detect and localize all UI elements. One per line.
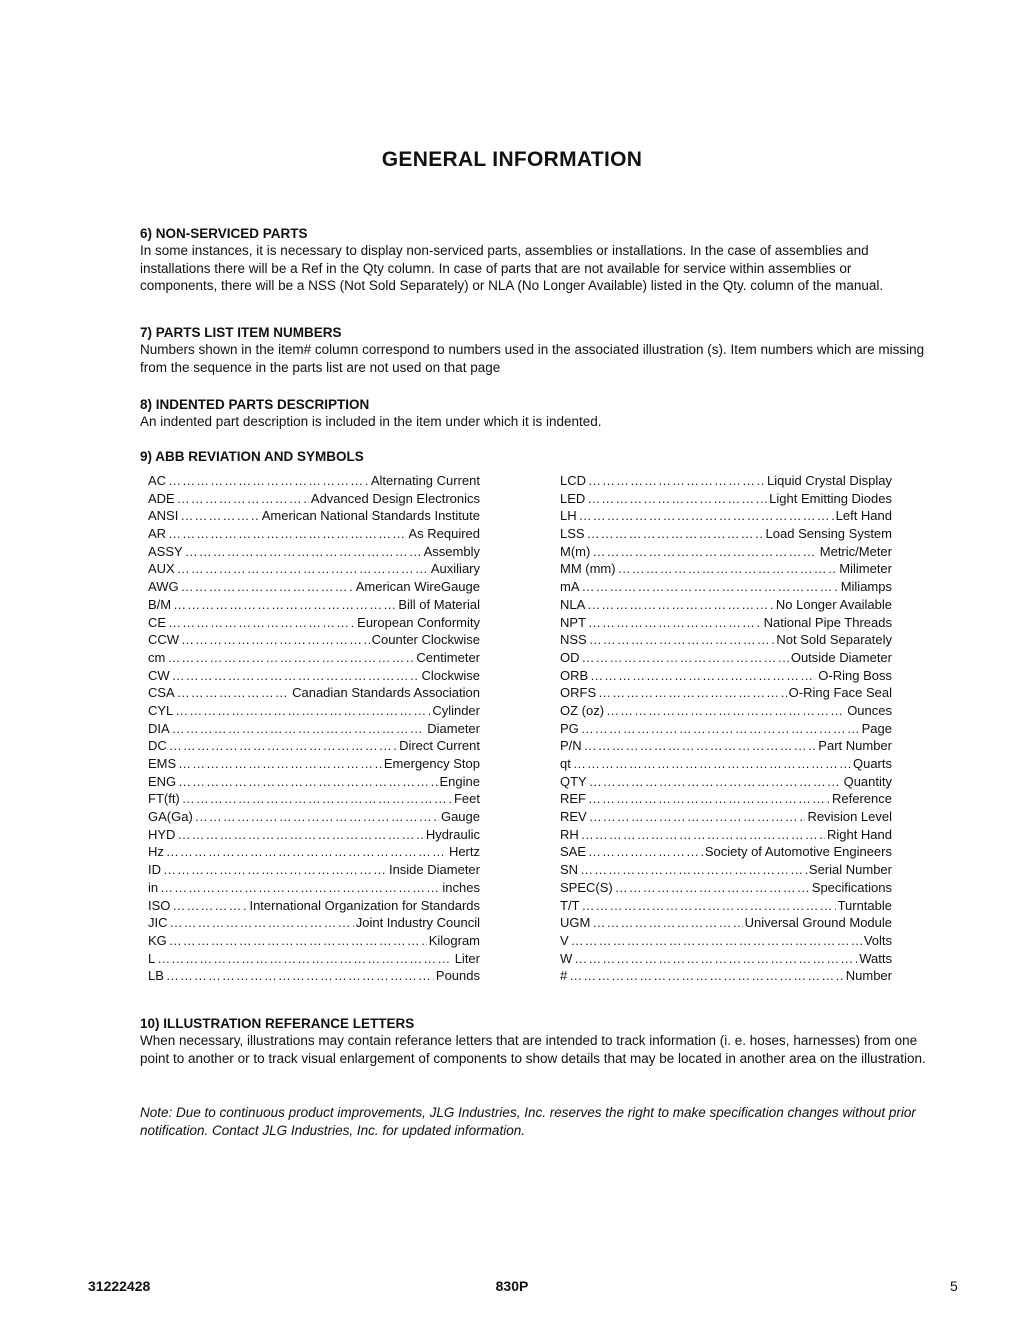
abbreviation-code: EMS	[148, 756, 177, 771]
abbreviation-row	[560, 808, 892, 826]
abbreviation-code: ISO	[148, 897, 171, 913]
abbreviation-row	[560, 737, 892, 755]
dot-leader	[588, 472, 765, 490]
abbreviation-code: LCD	[560, 473, 587, 488]
abbreviation-meaning: Advanced Design Electronics	[310, 490, 480, 506]
abbreviation-code: T/T	[560, 897, 580, 913]
section-abbreviations	[140, 448, 930, 465]
dot-leader	[177, 490, 309, 508]
abbreviation-code: UGM	[560, 915, 591, 931]
abbreviation-meaning: As Required	[408, 526, 480, 542]
dot-leader	[169, 737, 397, 755]
abbreviation-code: MM (mm)	[560, 561, 616, 577]
abbreviation-code: W	[560, 950, 573, 966]
abbreviation-row	[560, 843, 892, 861]
abbreviation-row	[148, 914, 480, 932]
abbreviation-row	[560, 596, 892, 614]
abbreviation-row	[560, 773, 892, 791]
dot-leader	[166, 967, 434, 985]
abbreviation-meaning: Kilogram	[428, 932, 480, 948]
abbreviation-meaning: Joint Industry Council	[355, 915, 480, 931]
dot-leader	[574, 950, 857, 968]
abbreviation-row	[560, 543, 892, 561]
section-body: An indented part description is included in the item under which it is indented.	[140, 414, 602, 429]
dot-leader	[163, 861, 387, 879]
dot-leader	[584, 737, 817, 755]
abbreviation-row	[148, 525, 480, 543]
dot-leader	[582, 578, 839, 596]
abbreviation-row	[148, 649, 480, 667]
abbreviation-meaning: Engine	[439, 773, 480, 789]
dot-leader	[172, 667, 420, 685]
abbreviation-row	[148, 631, 480, 649]
abbreviation-code: REF	[560, 791, 586, 807]
abbreviation-row	[148, 543, 480, 561]
abbreviation-meaning: Hertz	[448, 844, 480, 860]
abbreviation-row	[560, 472, 892, 490]
abbreviation-meaning: Feet	[453, 791, 480, 807]
abbreviation-meaning: Right Hand	[826, 826, 892, 842]
abbreviation-code: FT(ft)	[148, 791, 180, 807]
section-parts-list-item-numbers	[140, 324, 930, 376]
abbreviation-code: DIA	[148, 720, 170, 736]
dot-leader	[177, 560, 429, 578]
abbreviation-code: LED	[560, 490, 586, 506]
abbreviation-code: JIC	[148, 915, 168, 931]
dot-leader	[579, 507, 834, 525]
abbreviation-code: V	[560, 932, 569, 948]
abbreviation-row	[148, 790, 480, 808]
abbreviation-row	[148, 684, 480, 702]
abbreviation-code: NPT	[560, 614, 586, 630]
abbreviation-row	[560, 631, 892, 649]
section-body: In some instances, it is necessary to display non-serviced parts, assemblies or installations. In the case of assemblies and installations there will be a Ref in the Qty column. In case of parts that are not available for service within assemblies or components, there will be a NSS (Not Sold Separately) or NLA (No Longer Available) listed in the Qty. column of the manual.	[140, 243, 884, 293]
abbreviation-meaning: Metric/Meter	[819, 543, 892, 559]
abbreviation-code: CSA	[148, 685, 175, 701]
abbreviation-meaning: Ounces	[847, 702, 892, 718]
abbreviation-meaning: Gauge	[440, 809, 480, 825]
dot-leader	[598, 684, 787, 702]
abbreviation-code: OD	[560, 649, 580, 665]
abbreviation-row	[560, 861, 892, 879]
abbreviation-code: PG	[560, 720, 579, 736]
abbreviation-code: LB	[148, 968, 164, 984]
abbreviation-code: LH	[560, 508, 577, 524]
dot-leader	[589, 631, 775, 649]
dot-leader	[157, 950, 452, 968]
dot-leader	[166, 843, 447, 861]
abbreviation-meaning: American WireGauge	[355, 579, 480, 595]
abbreviation-code: LSS	[560, 526, 585, 542]
abbreviation-code: RH	[560, 826, 579, 842]
section-heading: 10) ILLUSTRATION REFERANCE LETTERS	[140, 1016, 415, 1031]
footer-model: 830P	[495, 1278, 529, 1294]
section-non-serviced-parts	[140, 225, 930, 295]
abbreviation-meaning: Not Sold Separately	[776, 632, 892, 648]
abbreviation-code: NSS	[560, 632, 587, 648]
abbreviation-row	[560, 950, 892, 968]
abbreviation-row	[148, 755, 480, 773]
abbreviation-list-left	[148, 472, 480, 985]
dot-leader	[587, 525, 764, 543]
abbreviation-code: AUX	[148, 561, 175, 577]
abbreviation-meaning: National Pipe Threads	[763, 614, 892, 630]
dot-leader	[168, 525, 406, 543]
dot-leader	[571, 932, 862, 950]
dot-leader	[185, 543, 422, 561]
abbreviation-meaning: Quantity	[843, 773, 892, 789]
abbreviation-meaning: European Conformity	[357, 614, 480, 630]
abbreviation-row	[148, 808, 480, 826]
abbreviation-row	[148, 507, 480, 525]
abbreviation-row	[148, 737, 480, 755]
abbreviation-meaning: No Longer Available	[775, 596, 892, 612]
abbreviation-row	[148, 596, 480, 614]
abbreviation-code: HYD	[148, 826, 176, 842]
abbreviation-row	[148, 773, 480, 791]
abbreviation-row	[148, 472, 480, 490]
abbreviation-code: QTY	[560, 773, 587, 789]
abbreviation-row	[148, 490, 480, 508]
abbreviation-code: ORFS	[560, 685, 597, 701]
abbreviation-meaning: Specifications	[811, 879, 892, 895]
dot-leader	[169, 932, 427, 950]
abbreviation-code: KG	[148, 932, 167, 948]
section-heading: 6) NON-SERVICED PARTS	[140, 226, 308, 241]
abbreviation-row	[148, 826, 480, 844]
dot-leader	[181, 578, 354, 596]
dot-leader	[588, 843, 703, 861]
abbreviation-meaning: Alternating Current	[370, 473, 480, 488]
dot-leader	[177, 684, 290, 702]
dot-leader	[195, 808, 439, 826]
dot-leader	[618, 560, 838, 578]
footer-doc-number: 31222428	[88, 1278, 151, 1294]
page-title: GENERAL INFORMATION	[381, 148, 643, 171]
abbreviation-row	[148, 578, 480, 596]
abbreviation-row	[148, 702, 480, 720]
abbreviation-meaning: O-Ring Face Seal	[788, 685, 892, 701]
dot-leader	[587, 490, 767, 508]
abbreviation-meaning: Counter Clockwise	[371, 632, 480, 648]
abbreviation-meaning: inches	[442, 879, 480, 895]
abbreviation-meaning: Turntable	[837, 897, 892, 913]
abbreviation-meaning: Bill of Material	[398, 596, 480, 612]
abbreviation-code: AWG	[148, 579, 179, 595]
dot-leader	[589, 808, 806, 826]
abbreviation-meaning: Assembly	[423, 543, 480, 559]
abbreviation-row	[560, 932, 892, 950]
dot-leader	[606, 702, 845, 720]
abbreviation-meaning: Auxiliary	[430, 561, 480, 577]
dot-leader	[581, 826, 825, 844]
abbreviation-code: ADE	[148, 490, 175, 506]
abbreviation-code: CYL	[148, 702, 174, 718]
abbreviation-row	[560, 897, 892, 915]
abbreviation-meaning: Page	[861, 720, 892, 736]
dot-leader	[587, 596, 774, 614]
abbreviation-code: ASSY	[148, 543, 183, 559]
abbreviation-meaning: Pounds	[435, 968, 480, 984]
abbreviation-code: mA	[560, 579, 580, 595]
abbreviation-meaning: American National Standards Institute	[261, 508, 480, 524]
abbreviation-meaning: Load Sensing System	[765, 526, 892, 542]
abbreviation-code: P/N	[560, 738, 582, 754]
dot-leader	[615, 879, 810, 897]
dot-leader	[589, 773, 842, 791]
dot-leader	[588, 790, 830, 808]
abbreviation-row	[148, 879, 480, 897]
abbreviation-meaning: International Organization for Standards	[249, 897, 480, 913]
abbreviation-row	[560, 720, 892, 738]
abbreviation-code: L	[148, 950, 156, 966]
abbreviation-code: OZ (oz)	[560, 702, 605, 718]
dot-leader	[177, 826, 423, 844]
abbreviation-meaning: Universal Ground Module	[744, 915, 892, 931]
abbreviation-row	[560, 525, 892, 543]
abbreviation-code: SPEC(S)	[560, 879, 613, 895]
abbreviation-row	[560, 702, 892, 720]
abbreviation-code: qt	[560, 756, 571, 771]
abbreviation-meaning: Revision Level	[807, 809, 892, 825]
abbreviation-code: ORB	[560, 667, 589, 683]
dot-leader	[569, 967, 844, 985]
section-illustration-reference-letters	[140, 1015, 930, 1067]
section-body: When necessary, illustrations may contain referance letters that are intended to track information (i. e. hoses, harnesses) from one point to another or to track visual enlargement of components to show details that may be located in another area on the illustration.	[140, 1033, 926, 1066]
abbreviation-row	[560, 755, 892, 773]
abbreviation-list-right	[560, 472, 892, 985]
dot-leader	[178, 755, 382, 773]
section-body: Numbers shown in the item# column correspond to numbers used in the associated illustration (s). Item numbers which are missing from the sequence in the parts list are not used on that page	[140, 342, 925, 375]
abbreviation-meaning: Cylinder	[432, 702, 480, 718]
dot-leader	[168, 614, 355, 632]
dot-leader	[592, 543, 817, 561]
section-heading: 9) ABB REVIATION AND SYMBOLS	[140, 449, 364, 464]
abbreviation-row	[560, 879, 892, 897]
dot-leader	[175, 702, 430, 720]
abbreviation-code: NLA	[560, 596, 586, 612]
abbreviation-meaning: Serial Number	[808, 862, 892, 878]
dot-leader	[580, 861, 807, 879]
dot-leader	[582, 649, 789, 667]
dot-leader	[181, 631, 370, 649]
dot-leader	[581, 720, 860, 738]
abbreviation-row	[148, 861, 480, 879]
abbreviation-code: ENG	[148, 773, 177, 789]
dot-leader	[178, 773, 437, 791]
abbreviation-meaning: Society of Automotive Engineers	[704, 844, 892, 860]
abbreviation-row	[560, 667, 892, 685]
abbreviation-code: SAE	[560, 844, 587, 860]
note: Note: Due to continuous product improvements, JLG Industries, Inc. reserves the right to make specification changes without prior notification. Contact JLG Industries, Inc. for updated information.	[140, 1105, 916, 1138]
abbreviation-meaning: Centimeter	[416, 649, 480, 665]
abbreviation-row	[148, 667, 480, 685]
dot-leader	[588, 614, 762, 632]
abbreviation-code: GA(Ga)	[148, 809, 193, 825]
dot-leader	[592, 914, 742, 932]
abbreviation-meaning: Milimeter	[839, 561, 892, 577]
abbreviation-row	[148, 560, 480, 578]
dot-leader	[167, 649, 414, 667]
section-heading: 8) INDENTED PARTS DESCRIPTION	[140, 397, 370, 412]
abbreviation-row	[560, 507, 892, 525]
abbreviation-code: cm	[148, 649, 166, 665]
abbreviation-meaning: Inside Diameter	[388, 862, 480, 878]
abbreviation-meaning: Canadian Standards Association	[292, 685, 480, 701]
abbreviation-row	[148, 614, 480, 632]
section-heading: 7) PARTS LIST ITEM NUMBERS	[140, 325, 342, 340]
abbreviation-code: M(m)	[560, 543, 591, 559]
abbreviation-code: DC	[148, 738, 167, 754]
abbreviation-meaning: Liquid Crystal Display	[767, 473, 892, 488]
abbreviation-meaning: Quarts	[852, 756, 892, 771]
abbreviation-row	[560, 578, 892, 596]
footer-page-number: 5	[950, 1278, 958, 1294]
abbreviation-row	[560, 490, 892, 508]
abbreviation-meaning: Part Number	[818, 738, 892, 754]
abbreviation-code: SN	[560, 862, 579, 878]
abbreviation-row	[560, 560, 892, 578]
abbreviation-row	[148, 967, 480, 985]
dot-leader	[172, 897, 247, 915]
abbreviation-meaning: Volts	[863, 932, 892, 948]
abbreviation-row	[148, 932, 480, 950]
section-indented-parts-description	[140, 396, 930, 431]
dot-leader	[170, 914, 354, 932]
abbreviation-meaning: Diameter	[427, 720, 480, 736]
abbreviation-meaning: Watts	[859, 950, 892, 966]
dot-leader	[573, 755, 851, 773]
abbreviation-meaning: O-Ring Boss	[818, 667, 892, 683]
abbreviation-row	[148, 720, 480, 738]
abbreviation-row	[560, 614, 892, 632]
dot-leader	[172, 720, 426, 738]
abbreviation-row	[560, 914, 892, 932]
abbreviation-code: #	[560, 968, 568, 984]
abbreviation-row	[148, 950, 480, 968]
abbreviation-code: Hz	[148, 844, 164, 860]
abbreviation-code: ANSI	[148, 508, 179, 524]
abbreviation-meaning: Outside Diameter	[790, 649, 892, 665]
abbreviation-meaning: Hydraulic	[425, 826, 480, 842]
abbreviation-code: CCW	[148, 632, 180, 648]
abbreviation-code: CE	[148, 614, 167, 630]
abbreviation-meaning: Clockwise	[421, 667, 480, 683]
dot-leader	[160, 879, 440, 897]
abbreviation-code: in	[148, 879, 159, 895]
abbreviation-row	[148, 897, 480, 915]
abbreviation-meaning: Light Emitting Diodes	[769, 490, 892, 506]
abbreviation-meaning: Liter	[454, 950, 480, 966]
abbreviation-code: ID	[148, 862, 161, 878]
abbreviation-meaning: Left Hand	[835, 508, 892, 524]
abbreviation-meaning: Number	[845, 968, 892, 984]
abbreviation-row	[560, 967, 892, 985]
abbreviation-code: AR	[148, 526, 167, 542]
abbreviation-row	[560, 790, 892, 808]
abbreviation-code: CW	[148, 667, 170, 683]
abbreviation-row	[148, 843, 480, 861]
abbreviation-meaning: Direct Current	[399, 738, 480, 754]
dot-leader	[182, 790, 452, 808]
abbreviation-code: AC	[148, 473, 167, 488]
dot-leader	[168, 472, 369, 490]
abbreviation-row	[560, 826, 892, 844]
dot-leader	[173, 596, 396, 614]
dot-leader	[582, 897, 836, 915]
abbreviation-row	[560, 649, 892, 667]
abbreviation-meaning: Miliamps	[840, 579, 892, 595]
dot-leader	[180, 507, 259, 525]
dot-leader	[590, 667, 816, 685]
abbreviation-row	[560, 684, 892, 702]
abbreviation-code: B/M	[148, 596, 172, 612]
abbreviation-code: REV	[560, 809, 587, 825]
abbreviation-meaning: Emergency Stop	[383, 756, 480, 771]
abbreviation-meaning: Reference	[832, 791, 892, 807]
